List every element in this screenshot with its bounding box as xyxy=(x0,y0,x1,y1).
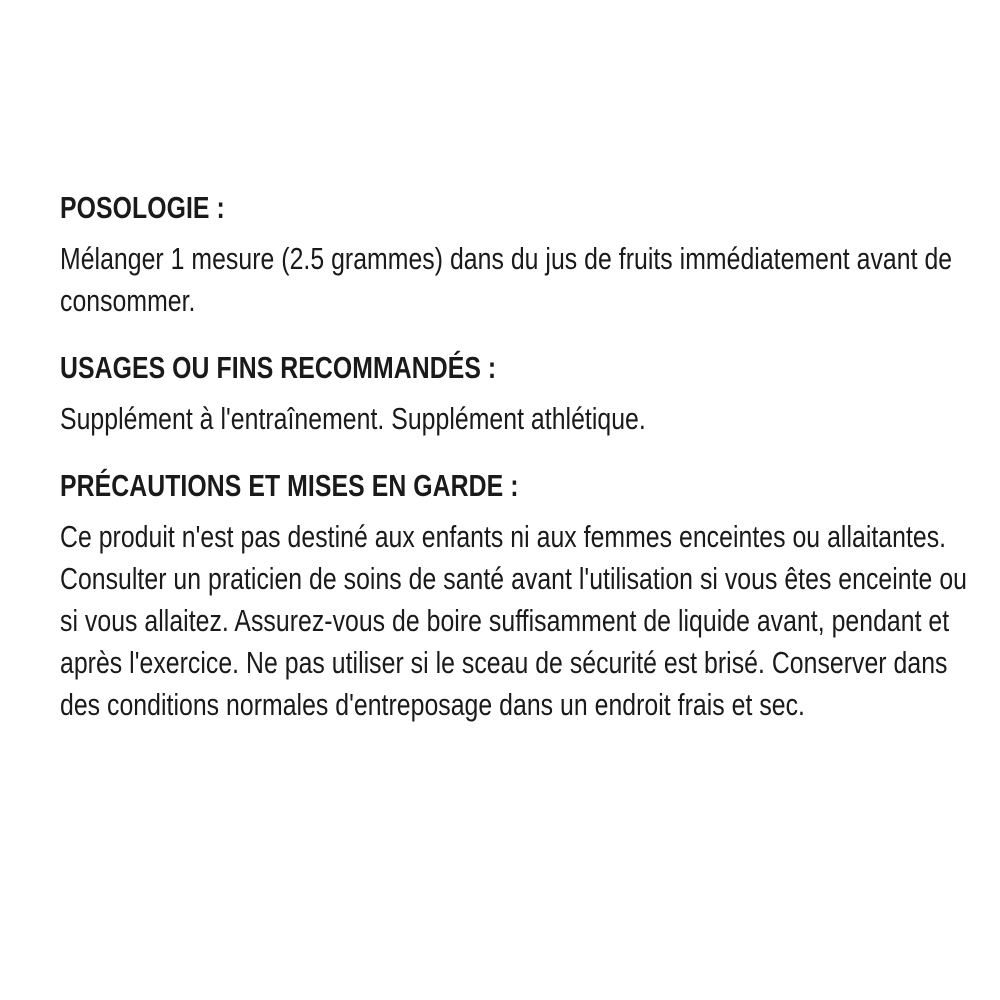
spacer xyxy=(60,440,972,466)
section-usages-recommandes xyxy=(60,348,972,440)
section-heading-posologie xyxy=(60,188,972,228)
supplement-label-panel xyxy=(60,188,972,726)
spacer xyxy=(60,228,972,238)
section-heading-usages-recommandes-text: USAGES OU FINS RECOMMANDÉS : xyxy=(60,350,497,385)
section-posologie xyxy=(60,188,972,322)
section-heading-precautions-mises-en-garde xyxy=(60,466,972,506)
section-precautions-mises-en-garde xyxy=(60,466,972,726)
spacer xyxy=(60,322,972,348)
section-body-precautions-mises-en-garde-text: Ce produit n'est pas destiné aux enfants ni aux femmes enceintes ou allaitantes. Consulter un praticien de soins de santé avant l'utilisation si vous êtes enceinte ou si vous allaitez. Assurez-vous de boire suffisamment de liquide avant, pendant et après l'exercice. Ne pas utiliser si le sceau de sécurité est brisé. Conserver dans des conditions normales d'entreposage dans un endroit frais et sec. xyxy=(60,519,967,722)
section-body-posologie-text: Mélanger 1 mesure (2.5 grammes) dans du jus de fruits immédiatement avant de consommer. xyxy=(60,241,953,318)
section-body-usages-recommandes-text: Supplément à l'entraînement. Supplément athlétique. xyxy=(60,401,646,436)
section-heading-posologie-text: POSOLOGIE : xyxy=(60,190,225,225)
section-body-precautions-mises-en-garde xyxy=(60,516,972,726)
section-heading-usages-recommandes xyxy=(60,348,972,388)
spacer xyxy=(60,388,972,398)
spacer xyxy=(60,506,972,516)
section-heading-precautions-mises-en-garde-text: PRÉCAUTIONS ET MISES EN GARDE : xyxy=(60,468,519,503)
section-body-posologie xyxy=(60,238,972,322)
section-body-usages-recommandes xyxy=(60,398,972,440)
